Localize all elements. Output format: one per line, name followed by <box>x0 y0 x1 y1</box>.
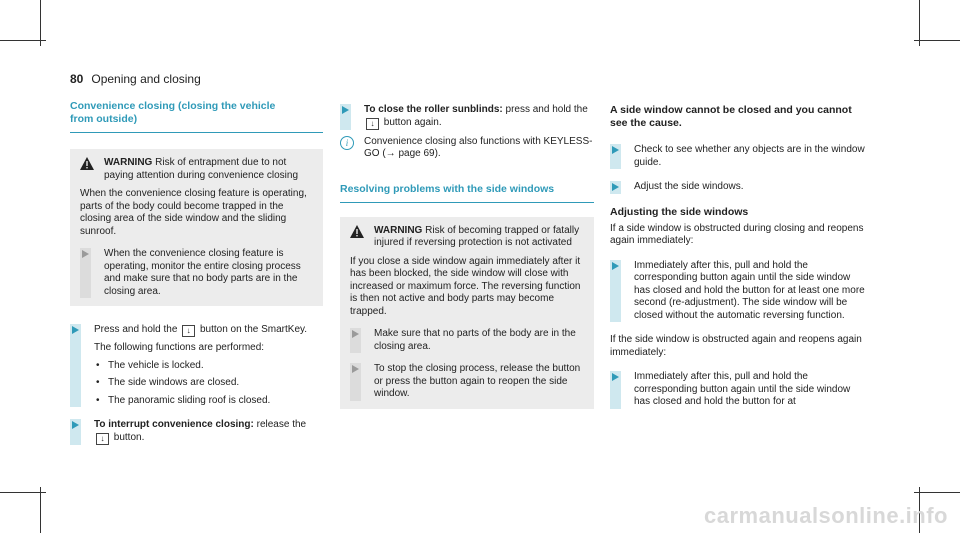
page-number: 80 <box>70 72 84 86</box>
step-text: Check to see whether any objects are in the window guide. <box>634 144 865 168</box>
step-arrow-icon <box>612 183 619 191</box>
warning-icon <box>80 157 94 170</box>
column-1 <box>70 100 323 445</box>
note-text: Convenience closing also functions with KEYLESS-GO (→ page 69). <box>364 135 593 159</box>
column-2 <box>340 100 594 409</box>
note <box>340 136 594 161</box>
warning-step <box>350 363 584 401</box>
step-arrow-icon <box>612 262 619 270</box>
warning-label: WARNING <box>374 224 423 236</box>
crop-mark <box>40 487 41 533</box>
list-item: • The side windows are closed. <box>94 377 323 390</box>
step-arrow-icon <box>352 365 359 373</box>
step-text: Adjust the side windows. <box>634 181 744 192</box>
warning-label: WARNING <box>104 157 153 168</box>
warning-header <box>350 225 584 250</box>
problem-heading: A side window cannot be closed and you cannot see the cause. <box>610 104 852 129</box>
crop-mark <box>0 40 46 41</box>
step <box>610 181 866 194</box>
info-icon: i <box>340 136 354 150</box>
warning-box <box>340 217 594 409</box>
key-unlock-icon: ↓ <box>366 118 379 130</box>
key-unlock-icon: ↓ <box>96 433 109 445</box>
subheading: Adjusting the side windows <box>610 205 749 218</box>
key-unlock-icon: ↓ <box>182 325 195 337</box>
paragraph: If a side window is obstructed during closing and reopens again immediately: <box>610 222 864 246</box>
warning-text: Risk of becoming trapped or fatally injured if reversing protection is not activated <box>374 224 580 248</box>
step-arrow-icon <box>342 106 349 114</box>
warning-header <box>80 157 313 182</box>
warning-step-text: Make sure that no parts of the body are in the closing area. <box>374 328 576 352</box>
step-bold: To close the roller sunblinds: <box>364 104 503 115</box>
step <box>610 144 866 169</box>
section-title: Resolving problems with the side windows <box>340 182 555 195</box>
step-text: press and hold the <box>505 104 588 115</box>
step-text: button. <box>113 431 145 443</box>
following-text: The following functions are performed: <box>94 342 265 353</box>
crop-mark <box>0 492 46 493</box>
warning-step <box>80 248 313 298</box>
step-bold: To interrupt convenience closing: <box>94 419 254 430</box>
step-arrow-icon <box>72 326 79 334</box>
page-header-title: Opening and closing <box>91 72 201 86</box>
step-text: Press and hold the <box>94 324 178 335</box>
crop-mark <box>914 40 960 41</box>
watermark: carmanualsonline.info <box>704 503 948 528</box>
step <box>610 371 866 409</box>
warning-step-text: When the convenience closing feature is operating, monitor the entire closing process and make sure that no body parts are in the closing area. <box>104 248 301 297</box>
step-arrow-icon <box>72 421 79 429</box>
step-text: button on the SmartKey. <box>199 324 308 335</box>
section-rule <box>340 202 594 203</box>
section-rule <box>70 132 323 133</box>
step-text: Immediately after this, pull and hold the corresponding button again until the side window has closed and hold the button for at least one more second (re-adjustment). The side window will be closed without the automatic reversing function. <box>634 259 865 321</box>
step-arrow-icon <box>612 146 619 154</box>
step-arrow-icon <box>612 373 619 381</box>
warning-text: Risk of entrapment due to not paying attention during convenience closing <box>104 157 299 181</box>
section-title-line: from outside) <box>70 113 138 125</box>
paragraph: If the side window is obstructed again and reopens again immediately: <box>610 334 862 358</box>
step-bar <box>70 324 81 407</box>
list-item: • The panoramic sliding roof is closed. <box>94 395 323 408</box>
step-text: button again. <box>383 116 442 128</box>
warning-body: If you close a side window again immediately after it has been blocked, the side window will close with increased or maximum force. The reversing function is then not active and body parts may become trapped. <box>350 255 581 317</box>
warning-body: When the convenience closing feature is operating, parts of the body could become trapped in the closing area of the side window and the sliding sunroof. <box>80 188 307 237</box>
step-text: Immediately after this, pull and hold the corresponding button again until the side window has closed and hold the button for at <box>634 371 851 407</box>
warning-step <box>350 328 584 353</box>
list-item: • The vehicle is locked. <box>94 360 323 373</box>
crop-mark <box>914 492 960 493</box>
warning-step-text: To stop the closing process, release the button or press the button again to reopen the side window. <box>374 363 581 399</box>
section-title-line: Convenience closing (closing the vehicle <box>70 100 276 112</box>
step <box>70 419 323 445</box>
column-3 <box>610 100 866 409</box>
step-arrow-icon <box>82 250 89 258</box>
page-header <box>70 72 201 86</box>
step <box>340 104 594 130</box>
step <box>610 260 866 323</box>
step-arrow-icon <box>352 330 359 338</box>
section-title <box>70 100 323 126</box>
warning-icon <box>350 225 364 238</box>
step <box>70 324 323 407</box>
step-text: release the <box>256 419 307 430</box>
warning-box <box>70 149 323 306</box>
